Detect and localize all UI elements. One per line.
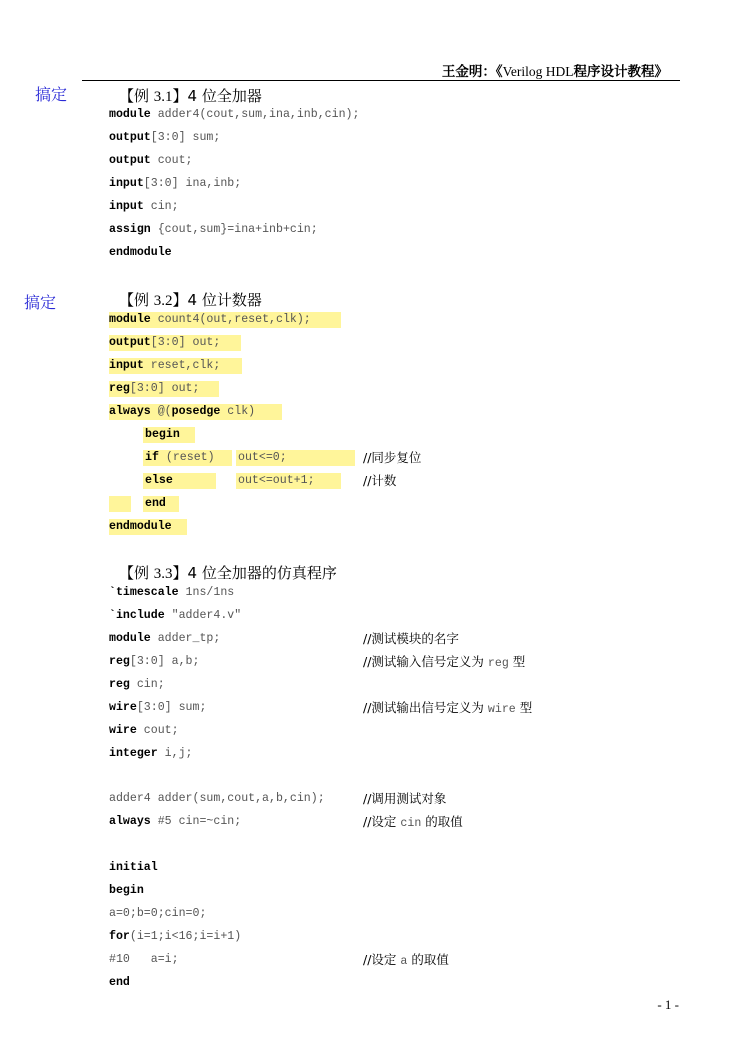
code-line: end	[109, 976, 130, 989]
header-rule	[82, 80, 680, 81]
code-line: wire[3:0] sum;	[109, 701, 207, 714]
code-line: module adder_tp;	[109, 632, 221, 645]
code-line: endmodule	[109, 246, 172, 259]
example-3-2-title: 【例 3.2】4 位计数器	[119, 291, 262, 309]
code-comment: //调用测试对象	[363, 791, 447, 806]
code-line: output[3:0] out;	[109, 336, 221, 349]
code-comment: //测试模块的名字	[363, 631, 459, 646]
margin-note-1: 搞定	[35, 85, 68, 104]
code-line: endmodule	[109, 520, 172, 533]
header-book-cn: 程序设计教程》	[573, 64, 668, 80]
code-line: for(i=1;i<16;i=i+1)	[109, 930, 242, 943]
code-line: reg[3:0] out;	[109, 382, 200, 395]
code-line: end	[145, 497, 166, 510]
code-comment: //测试输入信号定义为 reg 型	[363, 654, 526, 670]
code-line: input[3:0] ina,inb;	[109, 177, 242, 190]
example-3-1-title: 【例 3.1】4 位全加器	[119, 87, 262, 105]
code-line: adder4 adder(sum,cout,a,b,cin);	[109, 792, 325, 805]
code-line: begin	[145, 428, 180, 441]
code-comment: //计数	[363, 473, 397, 488]
code-line: module count4(out,reset,clk);	[109, 313, 311, 326]
code-line: integer i,j;	[109, 747, 193, 760]
code-line: input cin;	[109, 200, 179, 213]
running-header	[0, 60, 668, 80]
margin-note-2: 搞定	[24, 293, 57, 312]
header-author: 王金明：《	[441, 64, 503, 80]
code-line: wire cout;	[109, 724, 179, 737]
code-line: always @(posedge clk)	[109, 405, 256, 418]
code-line: always #5 cin=~cin;	[109, 815, 242, 828]
code-comment: //测试输出信号定义为 wire 型	[363, 700, 533, 716]
code-line: input reset,clk;	[109, 359, 221, 372]
code-stmt: out<=0;	[238, 451, 287, 464]
code-line: a=0;b=0;cin=0;	[109, 907, 207, 920]
code-line: assign {cout,sum}=ina+inb+cin;	[109, 223, 318, 236]
code-line: else	[145, 474, 173, 487]
header-book-latin: Verilog HDL	[502, 64, 574, 79]
code-stmt: out<=out+1;	[238, 474, 315, 487]
code-comment: //同步复位	[363, 450, 422, 465]
code-line: begin	[109, 884, 144, 897]
code-line: if (reset)	[145, 451, 215, 464]
code-line: #10 a=i;	[109, 953, 179, 966]
code-line: `timescale 1ns/1ns	[109, 586, 235, 599]
code-comment: //设定 a 的取值	[363, 952, 449, 968]
code-line: reg[3:0] a,b;	[109, 655, 200, 668]
page-number: - 1 -	[657, 997, 679, 1012]
code-comment: //设定 cin 的取值	[363, 814, 463, 830]
code-line: initial	[109, 861, 158, 874]
code-line: `include "adder4.v"	[109, 609, 242, 622]
code-line: output cout;	[109, 154, 193, 167]
code-line: reg cin;	[109, 678, 165, 691]
code-line: output[3:0] sum;	[109, 131, 221, 144]
example-3-3-title: 【例 3.3】4 位全加器的仿真程序	[119, 564, 337, 582]
code-line: module adder4(cout,sum,ina,inb,cin);	[109, 108, 360, 121]
